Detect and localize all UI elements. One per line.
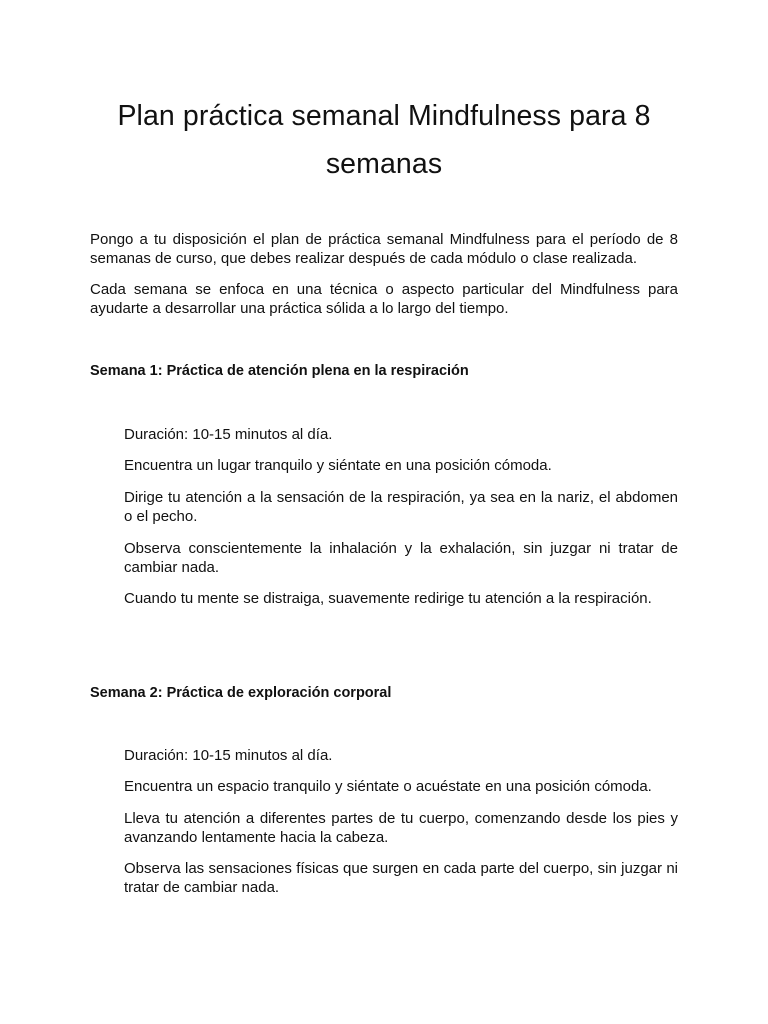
week-2-item: Encuentra un espacio tranquilo y siéntate o acuéstate en una posición cómoda. <box>124 778 652 795</box>
intro-paragraph: Cada semana se enfoca en una técnica o aspecto particular del Mindfulness para ayudarte a desarrollar una práctica sólida a lo largo del tiempo. <box>90 281 678 317</box>
week-1-item: Dirige tu atención a la sensación de la respiración, ya sea en la nariz, el abdomen o el pecho. <box>124 489 678 525</box>
week-2-item: Lleva tu atención a diferentes partes de tu cuerpo, comenzando desde los pies y avanzando lentamente hacia la cabeza. <box>124 810 678 846</box>
week-1-heading: Semana 1: Práctica de atención plena en la respiración <box>90 363 469 379</box>
week-1-item: Observa conscientemente la inhalación y la exhalación, sin juzgar ni tratar de cambiar nada. <box>124 540 678 576</box>
document-title: Plan práctica semanal Mindfulness para 8 semanas <box>117 100 651 180</box>
week-1-item: Cuando tu mente se distraiga, suavemente redirige tu atención a la respiración. <box>124 590 652 607</box>
week-1-item: Duración: 10-15 minutos al día. <box>124 426 333 443</box>
week-1-item: Encuentra un lugar tranquilo y siéntate en una posición cómoda. <box>124 457 552 474</box>
week-2-item: Observa las sensaciones físicas que surgen en cada parte del cuerpo, sin juzgar ni tratar de cambiar nada. <box>124 860 678 896</box>
intro-paragraph: Pongo a tu disposición el plan de práctica semanal Mindfulness para el período de 8 semanas de curso, que debes realizar después de cada módulo o clase realizada. <box>90 231 678 267</box>
week-2-heading: Semana 2: Práctica de exploración corporal <box>90 685 392 701</box>
week-2-item: Duración: 10-15 minutos al día. <box>124 747 333 764</box>
